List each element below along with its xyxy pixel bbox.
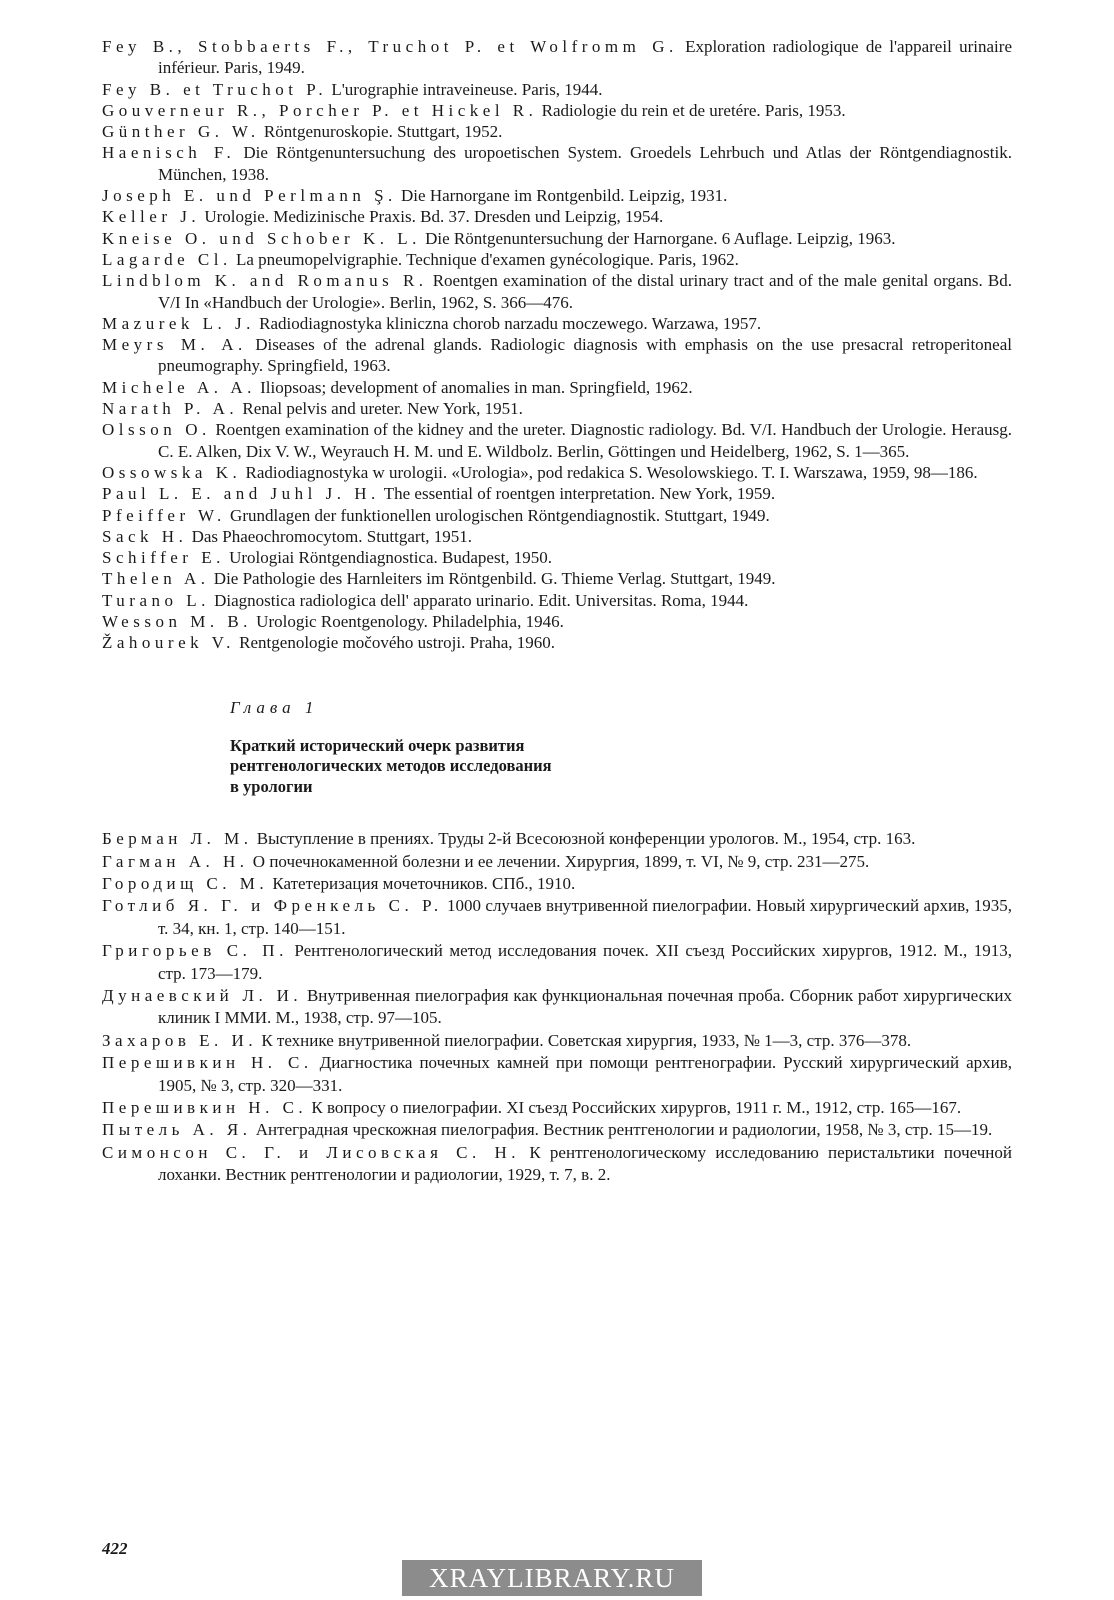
reference-entry (102, 249, 1012, 270)
reference-author: Pfeiffer W. (102, 505, 226, 525)
reference-entry (102, 398, 1012, 419)
reference-author: Olsson O. (102, 420, 211, 440)
reference-list-cyrillic (102, 828, 1012, 1187)
reference-entry (102, 1097, 1012, 1119)
chapter-title-line: в урологии (230, 776, 313, 796)
reference-author: Mazurek L. J. (102, 313, 255, 333)
reference-author: Haenisch F. (102, 143, 236, 163)
reference-text: The essential of roentgen interpretation. New York, 1959. (379, 484, 776, 504)
reference-text: Антеградная чрескожная пиелография. Вестник рентгенологии и радиологии, 1958, № 3, стр. 15—19. (251, 1120, 993, 1140)
reference-text: Urologiai Röntgendiagnostica. Budapest, 1950. (224, 548, 553, 568)
reference-text: Renal pelvis and ureter. New York, 1951. (238, 399, 523, 419)
reference-text: Выступление в прениях. Труды 2-й Всесоюзной конференции урологов. М., 1954, стр. 163. (252, 829, 916, 849)
reference-author: Fey B. et Truchot P. (102, 79, 328, 99)
reference-entry (102, 313, 1012, 334)
reference-text: Рентгенологический метод исследования почек. XII съезд Российских хирургов, 1912. М., 1913, стр. 173—179. (158, 941, 1012, 983)
reference-author: Перешивкин Н. С. (102, 1097, 308, 1117)
reference-entry (102, 1119, 1012, 1141)
reference-entry (102, 228, 1012, 249)
reference-author: Fey B., Stobbaerts F., Truchot P. et Wolfromm G. (102, 37, 678, 56)
chapter-title-line: Краткий исторический очерк развития (230, 735, 525, 755)
reference-text: Diseases of the adrenal glands. Radiologic diagnosis with emphasis on the use presacral retroperitoneal pneumography. Springfield, 1963. (158, 335, 1012, 376)
reference-text: Radiodiagnostyka kliniczna chorob narzadu moczewego. Warzawa, 1957. (254, 313, 762, 333)
reference-text: Röntgenuroskopie. Stuttgart, 1952. (259, 122, 503, 142)
reference-entry (102, 526, 1012, 547)
reference-text: Exploration radiologique de l'appareil urinaire inférieur. Paris, 1949. (158, 37, 1012, 78)
reference-text: К технике внутривенной пиелографии. Советская хирургия, 1933, № 1—3, стр. 376—378. (257, 1030, 912, 1050)
reference-entry (102, 79, 1012, 100)
reference-entry (102, 590, 1012, 611)
reference-entry (102, 1030, 1012, 1052)
reference-entry (102, 611, 1012, 632)
reference-author: Дунаевский Л. И. (102, 985, 303, 1005)
reference-entry (102, 483, 1012, 504)
reference-author: Michele A. A. (102, 377, 256, 397)
reference-author: Wesson M. B. (102, 612, 252, 632)
reference-text: Катетеризация мочеточников. СПб., 1910. (268, 873, 576, 893)
reference-text: Iliopsoas; development of anomalies in man. Springfield, 1962. (255, 377, 693, 397)
reference-entry (102, 985, 1012, 1030)
reference-text: Grundlagen der funktionellen urologischen Röntgendiagnostik. Stuttgart, 1949. (225, 505, 770, 525)
reference-text: К вопросу о пиелографии. XI съезд Российских хирургов, 1911 г. М., 1912, стр. 165—167. (307, 1097, 962, 1117)
reference-text: La pneumopelvigraphie. Technique d'examen gynécologique. Paris, 1962. (231, 249, 739, 269)
chapter-heading (230, 698, 1012, 798)
reference-author: Городищ С. М. (102, 873, 269, 893)
reference-author: Перешивкин Н. С. (102, 1053, 313, 1073)
reference-entry (102, 462, 1012, 483)
reference-text: Radiologie du rein et de uretére. Paris, 1953. (537, 100, 846, 120)
reference-text: К рентгенологическому исследованию перистальтики почечной лоханки. Вестник рентгенологии и радиологии, 1929, т. 7, в. 2. (158, 1142, 1012, 1185)
reference-entry (102, 142, 1012, 185)
reference-text: Die Pathologie des Harnleiters im Röntgenbild. G. Thieme Verlag. Stuttgart, 1949. (209, 569, 776, 589)
reference-entry (102, 940, 1012, 985)
reference-author: Joseph E. und Perlmann Ş. (102, 186, 397, 206)
reference-author: Gouverneur R., Porcher P. et Hickel R. (102, 100, 538, 120)
reference-text: Die Harnorgane im Rontgenbild. Leipzig, 1931. (396, 186, 728, 206)
reference-text: L'urographie intraveineuse. Paris, 1944. (327, 79, 603, 99)
reference-author: Turano L. (102, 590, 210, 610)
reference-text: О почечнокаменной болезни и ее лечении. Хирургия, 1899, т. VI, № 9, стр. 231—275. (248, 851, 870, 871)
reference-author: Paul L. E. and Juhl J. H. (102, 484, 380, 504)
reference-entry (102, 377, 1012, 398)
reference-entry (102, 121, 1012, 142)
reference-entry (102, 828, 1012, 850)
reference-author: Гагман А. Н. (102, 851, 249, 871)
reference-author: Žahourek V. (102, 633, 235, 653)
reference-entry (102, 851, 1012, 873)
reference-author: Thelen A. (102, 569, 210, 589)
chapter-title-line: рентгенологических методов исследования (230, 756, 552, 776)
reference-text: Roentgen examination of the distal urinary tract and of the male genital organs. Bd. V/I In «Handbuch der Urologie». Berlin, 1962, S. 366—476. (158, 271, 1012, 312)
reference-entry (102, 547, 1012, 568)
reference-author: Готлиб Я. Г. и Френкель С. Р. (102, 896, 443, 916)
reference-author: Ossowska K. (102, 462, 242, 482)
reference-author: Пытель А. Я. (102, 1120, 252, 1140)
reference-text: Die Röntgenuntersuchung der Harnorgane. 6 Auflage. Leipzig, 1963. (420, 228, 896, 248)
reference-entry (102, 568, 1012, 589)
reference-author: Lindblom K. and Romanus R. (102, 271, 428, 291)
reference-text: Urologic Roentgenology. Philadelphia, 1946. (251, 612, 564, 632)
reference-author: Григорьев С. П. (102, 941, 288, 961)
reference-entry (102, 632, 1012, 653)
reference-entry (102, 873, 1012, 895)
reference-entry (102, 270, 1012, 313)
reference-author: Sack H. (102, 526, 188, 546)
reference-text: Внутривенная пиелография как функциональная почечная проба. Сборник работ хирургических клиник I ММИ. М., 1938, стр. 97—105. (158, 985, 1012, 1028)
reference-entry (102, 1052, 1012, 1097)
reference-entry (102, 895, 1012, 940)
reference-author: Günther G. W. (102, 122, 260, 142)
reference-text: Das Phaeochromocytom. Stuttgart, 1951. (187, 526, 473, 546)
watermark: XRAYLIBRARY.RU (402, 1560, 702, 1596)
reference-text: Diagnostica radiologica dell' apparato urinario. Edit. Universitas. Roma, 1944. (209, 590, 749, 610)
reference-entry (102, 419, 1012, 462)
reference-author: Lagarde Cl. (102, 249, 232, 269)
reference-author: Берман Л. М. (102, 829, 253, 849)
reference-author: Narath P. A. (102, 399, 239, 419)
reference-entry (102, 334, 1012, 377)
reference-text: Roentgen examination of the kidney and the ureter. Diagnostic radiology. Bd. V/I. Handbuch der Urologie. Herausg. C. E. Alken, Dix V. W., Weyrauch H. M. und E. Wildbolz. Berlin, Göttingen und Heidelberg, 1962, S. 1—365. (158, 420, 1012, 461)
page-number: 422 (102, 1539, 128, 1558)
reference-author: Keller J. (102, 207, 201, 227)
reference-author: Kneise O. und Schober K. L. (102, 228, 421, 248)
chapter-title (230, 736, 1012, 798)
reference-text: Urologie. Medizinische Praxis. Bd. 37. Dresden und Leipzig, 1954. (200, 207, 664, 227)
reference-text: Radiodiagnostyka w urologii. «Urologia», pod redakica S. Wesolowskiego. T. I. Warszawa, 1959, 98—186. (241, 462, 978, 482)
reference-entry (102, 1142, 1012, 1187)
reference-entry (102, 505, 1012, 526)
reference-text: Die Röntgenuntersuchung des uropoetischen System. Groedels Lehrbuch und Atlas der Röntgendiagnostik. München, 1938. (158, 143, 1012, 184)
reference-author: Meyrs M. A. (102, 335, 247, 355)
reference-entry (102, 185, 1012, 206)
reference-entry (102, 36, 1012, 79)
reference-author: Симонсон С. Г. и Лисовская С. Н. (102, 1142, 521, 1162)
reference-author: Захаров Е. И. (102, 1030, 258, 1050)
page-content (102, 36, 1012, 1187)
reference-list-latin (102, 36, 1012, 654)
reference-text: Диагностика почечных камней при помощи рентгенографии. Русский хирургический архив, 1905, № 3, стр. 320—331. (158, 1053, 1012, 1095)
chapter-label: Глава 1 (230, 697, 319, 717)
reference-text: Rentgenologie močového ustroji. Praha, 1960. (234, 633, 556, 653)
reference-text: 1000 случаев внутривенной пиелографии. Новый хирургический архив, 1935, т. 34, кн. 1, стр. 140—151. (158, 896, 1012, 938)
reference-entry (102, 100, 1012, 121)
reference-entry (102, 206, 1012, 227)
reference-author: Schiffer E. (102, 548, 225, 568)
